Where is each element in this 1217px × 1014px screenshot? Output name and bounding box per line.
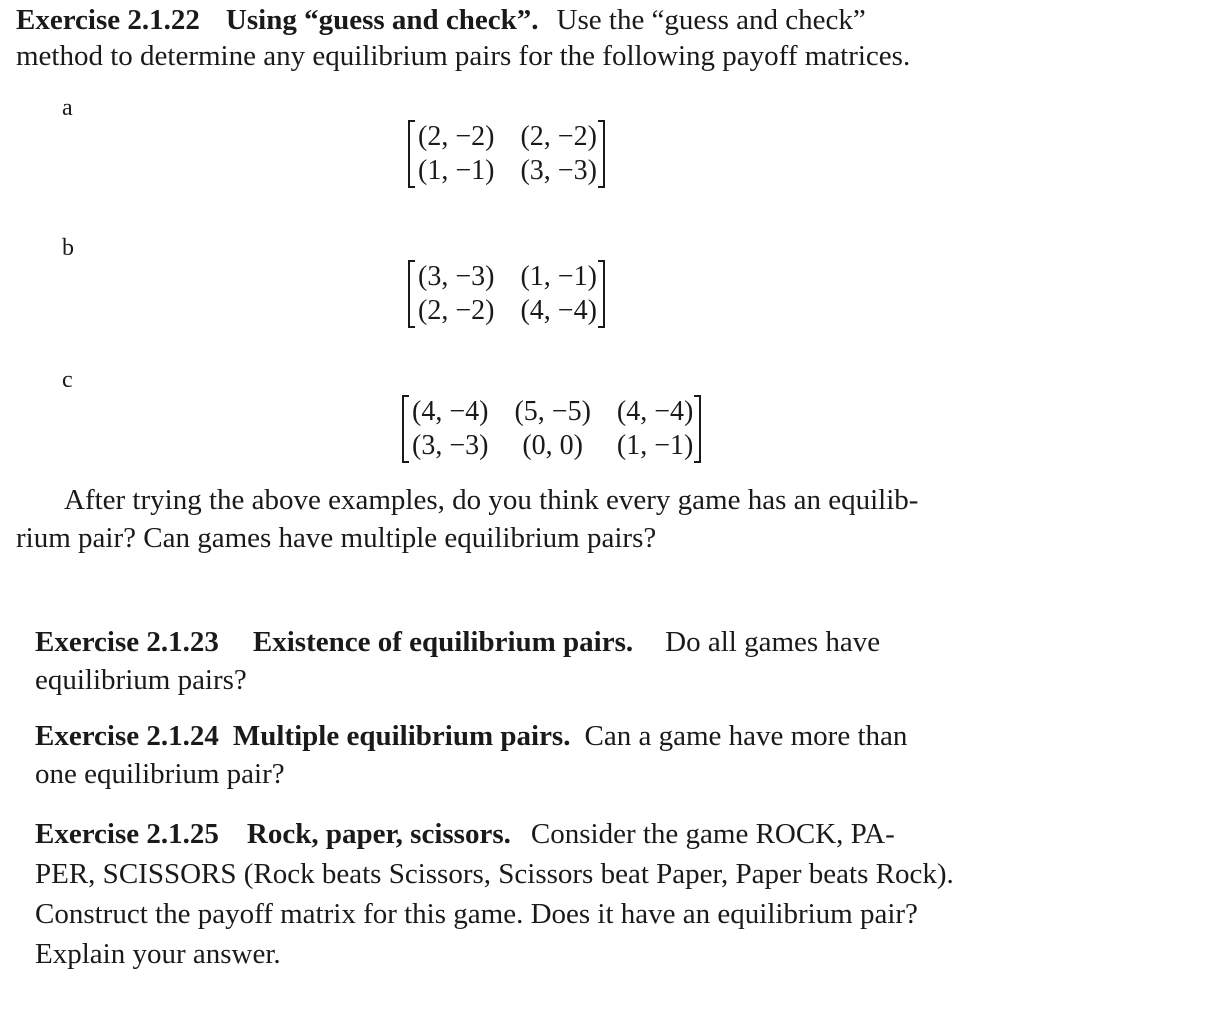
payoff-matrix-b (408, 260, 605, 337)
matrix-row (409, 154, 604, 188)
exercise-text-line: method to determine any equilibrium pairs for the following payoff matrices. (16, 40, 911, 72)
matrix-row (403, 395, 700, 429)
exercise-title: Existence of equilibrium pairs. (252, 626, 634, 658)
exercise-text: Do all games have (665, 626, 881, 658)
matrix-cell: (3, −3) (418, 261, 495, 292)
exercise-text: Consider the game ROCK, PA- (530, 818, 895, 850)
exercise-text: Use the “guess and check” (556, 4, 866, 36)
exercise-text: Can a game have more than (584, 720, 908, 752)
exercise-2-1-22-heading-line (16, 2, 866, 38)
matrix-cell: (0, 0) (522, 430, 583, 461)
matrix-cell: (2, −2) (418, 295, 495, 326)
matrix-brackets (402, 395, 701, 463)
exercise-text-line: Construct the payoff matrix for this game. Does it have an equilibrium pair? (35, 898, 918, 930)
matrix-cell: (1, −1) (616, 430, 694, 461)
part-label-b: b (62, 235, 74, 261)
matrix-cell: (4, −4) (616, 396, 694, 427)
matrix-cell: (2, −2) (418, 121, 495, 152)
exercise-title: Rock, paper, scissors. (246, 818, 511, 850)
matrix-cell: (3, −3) (520, 155, 597, 186)
exercise-title: Using “guess and check”. (225, 4, 539, 36)
exercise-text-line: one equilibrium pair? (35, 758, 285, 790)
exercise-text-line: equilibrium pairs? (35, 664, 247, 696)
matrix-cell: (4, −4) (520, 295, 597, 326)
matrix-cell: (1, −1) (520, 261, 597, 292)
exercise-number: Exercise 2.1.23 (35, 626, 219, 658)
exercise-2-1-25-heading-line (35, 816, 895, 852)
exercise-title: Multiple equilibrium pairs. (232, 720, 571, 752)
part-label-c: c (62, 367, 73, 393)
matrix-row (403, 429, 700, 463)
follow-up-question-line: After trying the above examples, do you think every game has an equilib- (64, 484, 919, 516)
matrix-brackets (408, 120, 605, 188)
part-label-a: a (62, 95, 73, 121)
matrix-cell: (3, −3) (412, 430, 489, 461)
exercise-number: Exercise 2.1.22 (16, 4, 200, 36)
exercise-text-line: Explain your answer. (35, 938, 281, 970)
matrix-cell: (4, −4) (412, 396, 489, 427)
matrix-row (409, 294, 604, 328)
exercise-2-1-23-heading-line (35, 624, 880, 660)
exercise-2-1-24-heading-line (35, 718, 907, 754)
follow-up-question-line: rium pair? Can games have multiple equilibrium pairs? (16, 522, 657, 554)
matrix-cell: (1, −1) (418, 155, 495, 186)
matrix-cell: (5, −5) (514, 396, 591, 427)
exercise-number: Exercise 2.1.25 (35, 818, 219, 850)
exercise-number: Exercise 2.1.24 (35, 720, 219, 752)
matrix-brackets (408, 260, 605, 328)
exercise-text-line: PER, SCISSORS (Rock beats Scissors, Scissors beat Paper, Paper beats Rock). (35, 858, 954, 890)
payoff-matrix-a (408, 120, 605, 197)
matrix-cell: (2, −2) (520, 121, 597, 152)
matrix-row (409, 120, 604, 154)
matrix-row (409, 260, 604, 294)
payoff-matrix-c (402, 395, 701, 472)
